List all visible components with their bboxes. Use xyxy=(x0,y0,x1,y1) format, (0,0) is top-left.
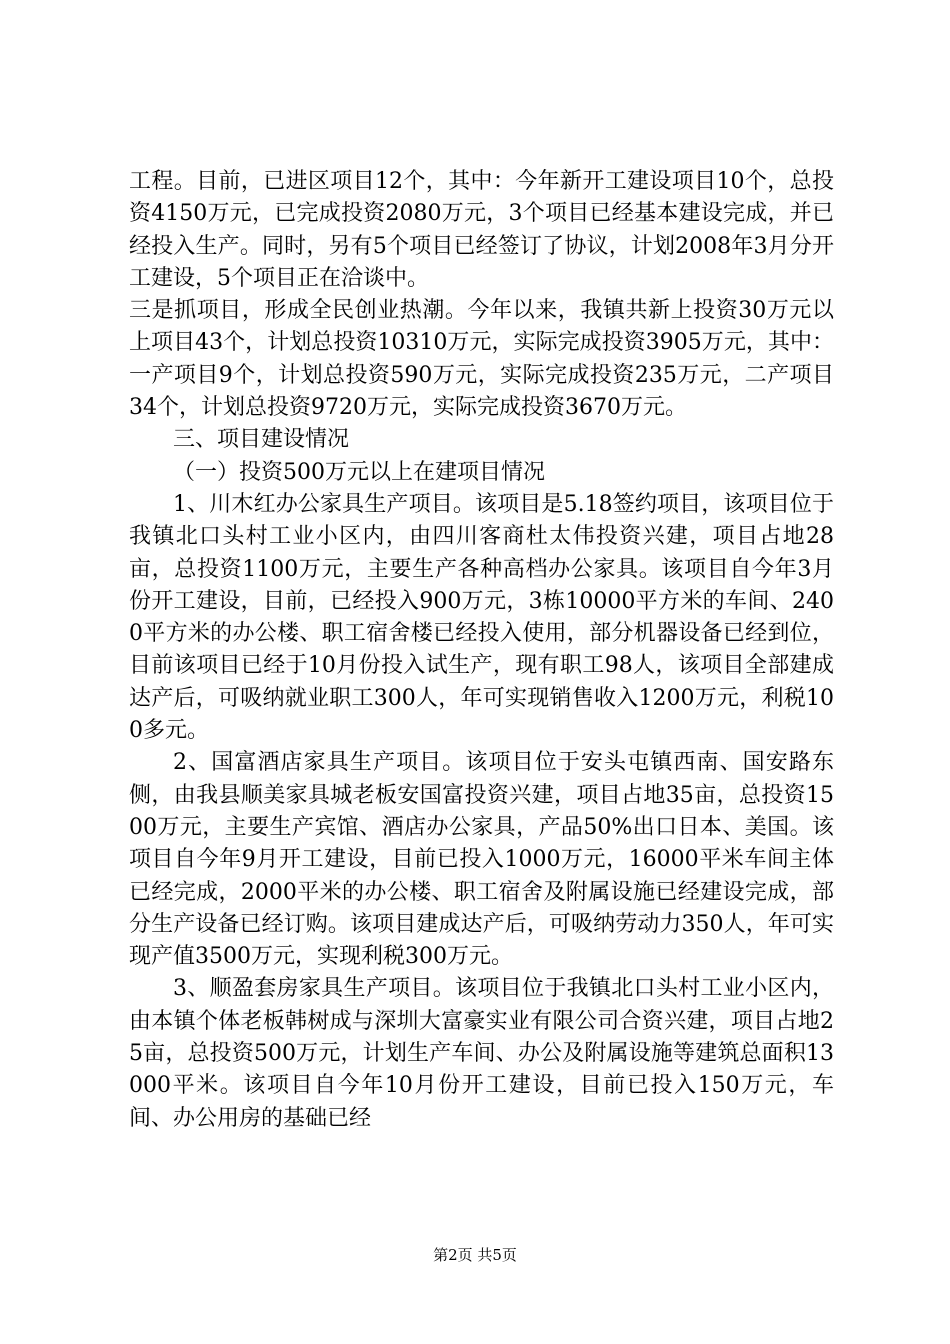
paragraph-project-3: 3、顺盈套房家具生产项目。该项目位于我镇北口头村工业小区内，由本镇个体老板韩树成与深圳大富豪实业有限公司合资兴建，项目占地25亩，总投资500万元，计划生产车间、办公及附属设施等建筑总面积13000平米。该项目自今年10月份开工建设，目前已投入150万元，车间、办公用房的基础已经 xyxy=(129,976,834,1131)
paragraph-project-1: 1、川木红办公家具生产项目。该项目是5.18签约项目，该项目位于我镇北口头村工业小区内，由四川客商杜太伟投资兴建，项目占地28亩，总投资1100万元，主要生产各种高档办公家具。该项目自今年3月份开工建设，目前，已经投入900万元，3栋10000平方米的车间、2400平方米的办公楼、职工宿舍楼已经投入使用，部分机器设备已经到位，目前该项目已经于10月份投入试生产，现有职工98人，该项目全部建成达产后，可吸纳就业职工300人，年可实现销售收入1200万元，利税100多元。 xyxy=(129,491,834,744)
paragraph-2: 三是抓项目，形成全民创业热潮。今年以来，我镇共新上投资30万元以上项目43个，计划总投资10310万元，实际完成投资3905万元，其中：一产项目9个，计划总投资590万元，实际完成投资235万元，二产项目34个，计划总投资9720万元，实际完成投资3670万元。 xyxy=(129,298,834,421)
section-heading: 三、项目建设情况 xyxy=(173,427,350,453)
subsection-heading: （一）投资500万元以上在建项目情况 xyxy=(173,459,545,485)
page-footer xyxy=(0,1245,950,1265)
document-body xyxy=(129,166,834,1135)
paragraph-project-2: 2、国富酒店家具生产项目。该项目位于安头屯镇西南、国安路东侧，由我县顺美家具城老板安国富投资兴建，项目占地35亩，总投资1500万元，主要生产宾馆、酒店办公家具，产品50%出口日本、美国。该项目自今年9月开工建设，目前已投入1000万元，16000平米车间主体已经完成，2000平米的办公楼、职工宿舍及附属设施已经建设完成，部分生产设备已经订购。该项目建成达产后，可吸纳劳动力350人，年可实现产值3500万元，实现利税300万元。 xyxy=(129,750,834,970)
page-number-label: 第2页 共5页 xyxy=(433,1246,517,1264)
paragraph-1: 工程。目前，已进区项目12个，其中：今年新开工建设项目10个，总投资4150万元，已完成投资2080万元，3个项目已经基本建设完成，并已经投入生产。同时，另有5个项目已经签订了协议，计划2008年3月分开工建设，5个项目正在洽谈中。 xyxy=(129,169,834,291)
